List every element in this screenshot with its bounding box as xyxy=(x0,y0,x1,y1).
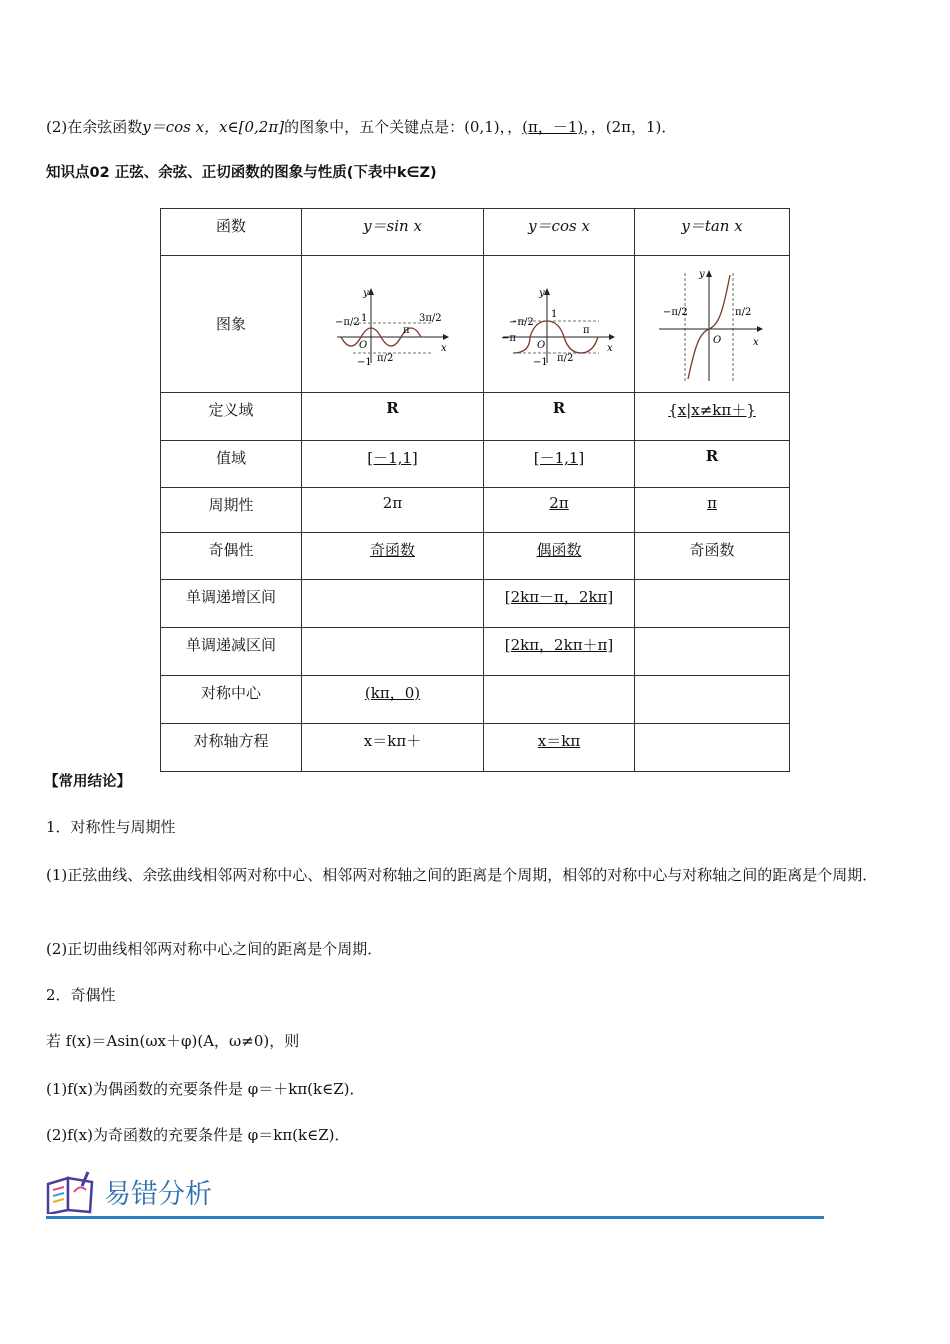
sin-label-neg-half-pi: −π/2 xyxy=(334,316,360,328)
tan-label-half-pi: π/2 xyxy=(735,306,752,318)
cos-label-pi: π xyxy=(583,324,590,336)
conclusion-paragraph-1: (1)正弦曲线、余弦曲线相邻两对称中心、相邻两对称轴之间的距离是个周期，相邻的对称中心与对称轴之间的距离是个周期． xyxy=(46,866,878,884)
cos-label-neg-pi: −π xyxy=(501,332,516,344)
conclusion-item-1: 1．对称性与周期性 xyxy=(46,818,176,836)
tan-label-y: y xyxy=(699,268,705,280)
error-analysis-title: 易错分析 xyxy=(104,1179,212,1210)
graph-label: 图象 xyxy=(161,256,302,393)
cos-label-neg-one: −1 xyxy=(533,356,548,367)
sin-label-half-pi: π/2 xyxy=(376,352,393,364)
cos-label-x: x xyxy=(607,342,613,354)
point-three: (π，－1) xyxy=(522,118,584,136)
section-title: 知识点02 正弦、余弦、正切函数的图象与性质(下表中k∈Z) xyxy=(46,165,437,181)
table-row-increasing: 单调递增区间 [2kπ－π，2kπ] xyxy=(161,580,790,628)
table-row-axis: 对称轴方程 x＝kπ＋ x＝kπ xyxy=(161,724,790,772)
tan-label-neg-half-pi: −π/2 xyxy=(663,306,688,318)
header-cos: y＝cos x xyxy=(484,209,635,256)
book-icon xyxy=(44,1170,96,1214)
table-row-parity: 奇偶性 奇函数 偶函数 奇函数 xyxy=(161,533,790,580)
section-divider xyxy=(46,1216,824,1219)
conclusion-item-2: 2．奇偶性 xyxy=(46,986,116,1004)
sin-label-pi: π xyxy=(402,324,410,336)
header-tan: y＝tan x xyxy=(635,209,790,256)
header-sin: y＝sin x xyxy=(302,209,484,256)
sin-label-neg-one: −1 xyxy=(356,356,372,367)
cos-label-y: y xyxy=(539,287,545,299)
conclusion-paragraph-4: (1)f(x)为偶函数的充要条件是 φ＝＋kπ(k∈Z)． xyxy=(46,1080,365,1098)
conclusion-paragraph-3: 若 f(x)＝Asin(ωx＋φ)(A，ω≠0)，则 xyxy=(46,1032,300,1050)
tan-label-origin: O xyxy=(713,334,722,346)
tan-graph-cell xyxy=(635,256,790,393)
sin-graph-cell xyxy=(302,256,484,393)
table-row-range: 值域 [－1,1] [－1,1] R xyxy=(161,441,790,488)
tan-label-x: x xyxy=(753,336,759,348)
sin-label-origin: O xyxy=(358,339,367,351)
sin-label-one: 1 xyxy=(360,312,367,324)
properties-table xyxy=(160,208,790,772)
sin-graph xyxy=(333,285,453,367)
cos-label-half-pi: π/2 xyxy=(557,352,574,364)
cos-graph-cell xyxy=(484,256,635,393)
cos-label-origin: O xyxy=(537,339,546,351)
conclusion-paragraph-2: (2)正切曲线相邻两对称中心之间的距离是个周期． xyxy=(46,940,383,958)
sin-label-x: x xyxy=(440,342,447,354)
table-row-domain: 定义域 R R {x|x≠kπ＋} xyxy=(161,393,790,441)
cos-graph xyxy=(499,285,619,367)
cos-label-neg-half-pi: −π/2 xyxy=(509,316,534,328)
header-function: 函数 xyxy=(161,209,302,256)
table-header-row xyxy=(161,209,790,256)
cos-label-one: 1 xyxy=(551,308,558,320)
table-row-decreasing: 单调递减区间 [2kπ，2kπ＋π] xyxy=(161,628,790,676)
table-row-period: 周期性 2π 2π π xyxy=(161,488,790,533)
table-row-graph xyxy=(161,256,790,393)
table-row-center: 对称中心 (kπ，0) xyxy=(161,676,790,724)
intro-paragraph: (2)在余弦函数y＝cos x，x∈[0,2π]的图象中，五个关键点是：(0,1)，，(π，－1)，，(2π，1)． xyxy=(46,118,677,136)
sin-label-y: y xyxy=(362,287,369,299)
tan-graph xyxy=(657,267,767,385)
conclusion-paragraph-5: (2)f(x)为奇函数的充要条件是 φ＝kπ(k∈Z)． xyxy=(46,1126,350,1144)
sin-label-three-half-pi: 3π/2 xyxy=(418,312,442,324)
conclusions-title: 【常用结论】 xyxy=(44,774,131,790)
